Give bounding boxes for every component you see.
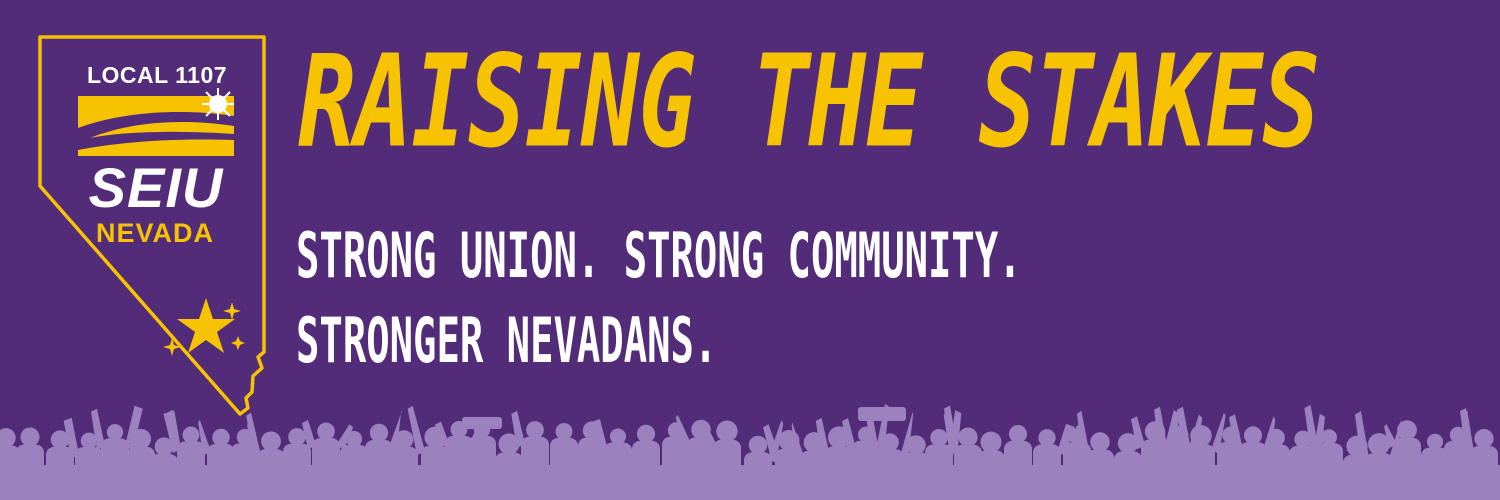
logo-local-label: LOCAL 1107	[86, 62, 228, 88]
seiu-nevada-logo	[0, 0, 300, 430]
headline: RAISING THE STAKES	[298, 26, 1320, 176]
logo-state-label: NEVADA	[95, 218, 214, 248]
logo-seiu-label: SEIU	[88, 156, 224, 219]
subheadline-line-1: STRONG UNION. STRONG COMMUNITY.	[296, 219, 1022, 293]
crowd-silhouette-icon	[0, 395, 1500, 500]
subheadline-line-2: STRONGER NEVADANS.	[296, 304, 718, 378]
crowd-silhouette	[0, 395, 1500, 500]
